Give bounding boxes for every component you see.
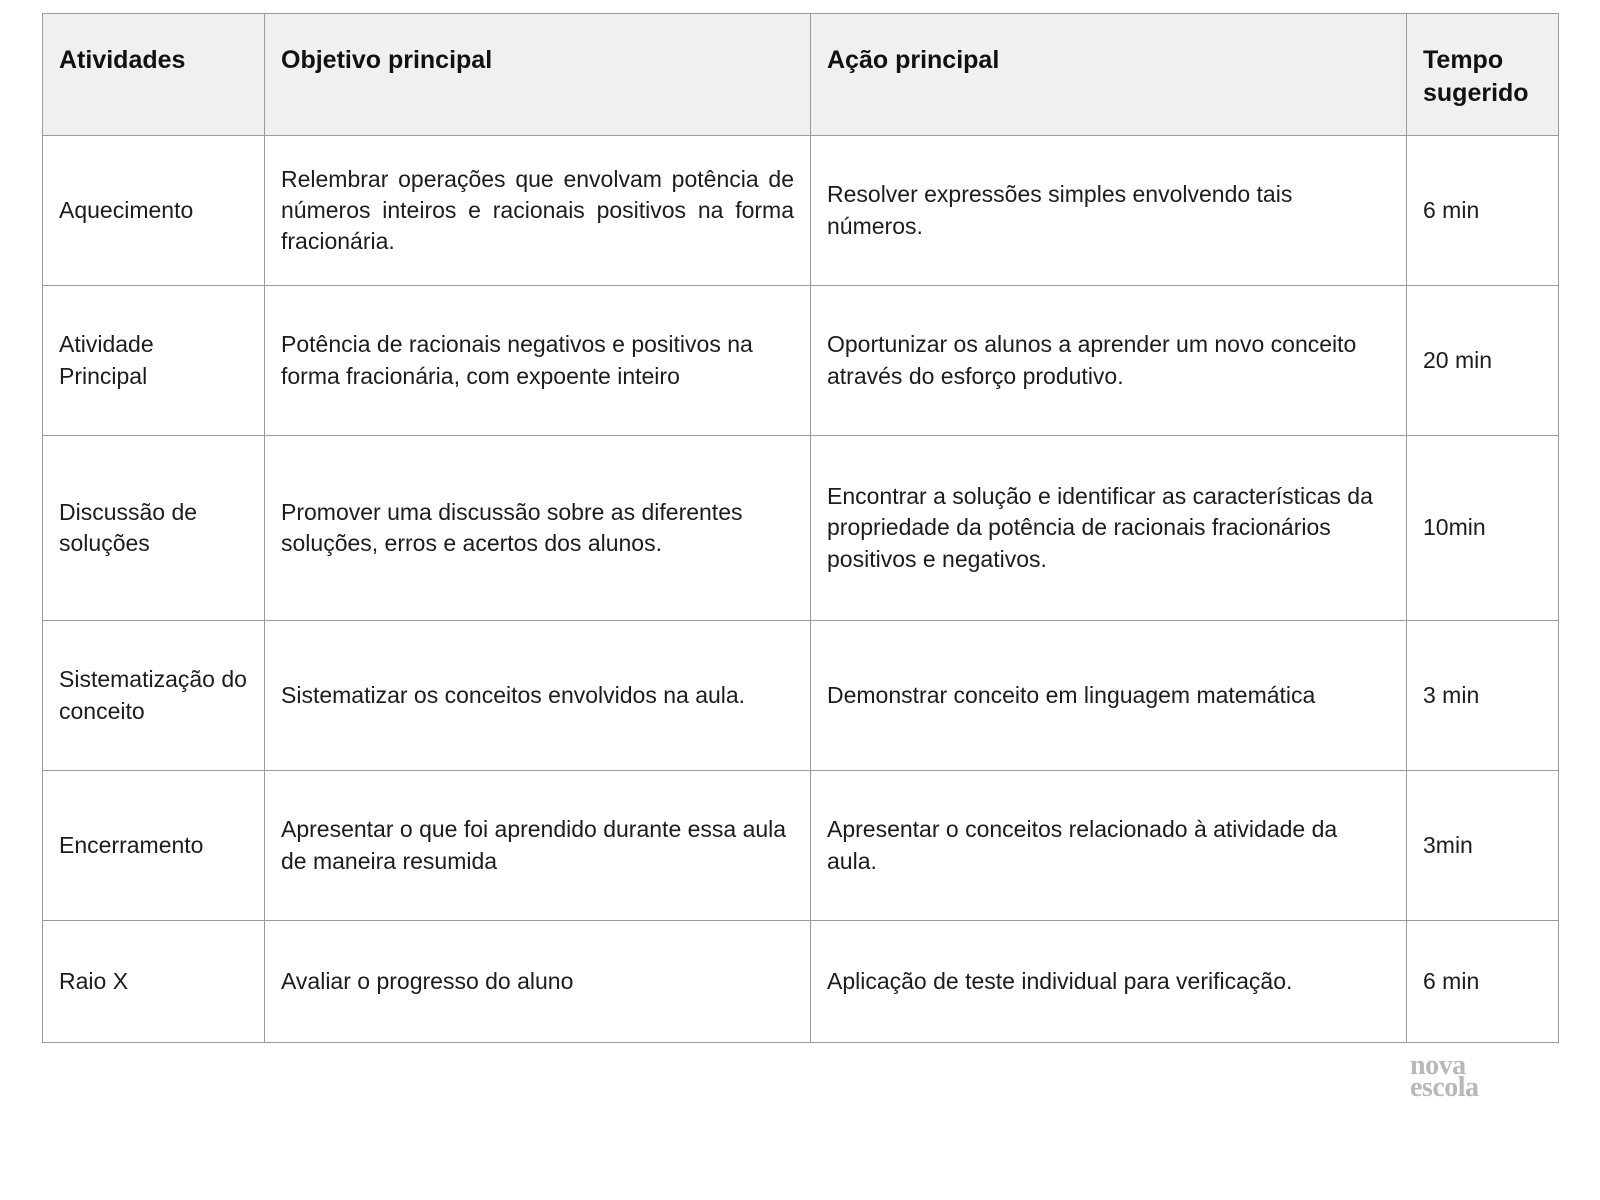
- activity-cell: Aquecimento: [43, 136, 265, 286]
- table-row-raio-x: [43, 921, 1559, 1043]
- nova-escola-logo: [1410, 1050, 1479, 1104]
- activity-cell: Atividade Principal: [43, 286, 265, 436]
- table-row-atividade-principal: [43, 286, 1559, 436]
- time-cell: 20 min: [1407, 286, 1559, 436]
- time-cell: 6 min: [1407, 921, 1559, 1043]
- time-cell: 10min: [1407, 436, 1559, 621]
- activity-cell: Sistematização do conceito: [43, 621, 265, 771]
- activity-cell: Raio X: [43, 921, 265, 1043]
- activity-cell: Discussão de soluções: [43, 436, 265, 621]
- table-row-aquecimento: [43, 136, 1559, 286]
- time-cell: 6 min: [1407, 136, 1559, 286]
- objective-cell: Relembrar operações que envolvam potência de números inteiros e racionais positivos na forma fracionária.: [265, 136, 811, 286]
- time-cell: 3min: [1407, 771, 1559, 921]
- objective-cell: Apresentar o que foi aprendido durante essa aula de maneira resumida: [265, 771, 811, 921]
- objective-cell: Sistematizar os conceitos envolvidos na aula.: [265, 621, 811, 771]
- action-cell: Resolver expressões simples envolvendo tais números.: [811, 136, 1407, 286]
- table-header-row: [43, 14, 1559, 136]
- header-acao-principal: Ação principal: [811, 14, 1407, 136]
- activity-cell: Encerramento: [43, 771, 265, 921]
- table-row-discussao-de-solucoes: [43, 436, 1559, 621]
- header-tempo-sugerido: Tempo sugerido: [1407, 14, 1559, 136]
- objective-cell: Avaliar o progresso do aluno: [265, 921, 811, 1043]
- action-cell: Encontrar a solução e identificar as características da propriedade da potência de racionais fracionários positivos e negativos.: [811, 436, 1407, 621]
- lesson-plan-table: [42, 13, 1559, 1043]
- objective-cell: Promover uma discussão sobre as diferentes soluções, erros e acertos dos alunos.: [265, 436, 811, 621]
- header-objetivo-principal: Objetivo principal: [265, 14, 811, 136]
- objective-cell: Potência de racionais negativos e positivos na forma fracionária, com expoente inteiro: [265, 286, 811, 436]
- action-cell: Demonstrar conceito em linguagem matemática: [811, 621, 1407, 771]
- logo-line-1: nova: [1410, 1050, 1466, 1081]
- action-cell: Aplicação de teste individual para verificação.: [811, 921, 1407, 1043]
- action-cell: Oportunizar os alunos a aprender um novo conceito através do esforço produtivo.: [811, 286, 1407, 436]
- logo-line-2: escola: [1410, 1072, 1479, 1104]
- action-cell: Apresentar o conceitos relacionado à atividade da aula.: [811, 771, 1407, 921]
- header-atividades: Atividades: [43, 14, 265, 136]
- table-row-sistematizacao-do-conceito: [43, 621, 1559, 771]
- time-cell: 3 min: [1407, 621, 1559, 771]
- table-row-encerramento: [43, 771, 1559, 921]
